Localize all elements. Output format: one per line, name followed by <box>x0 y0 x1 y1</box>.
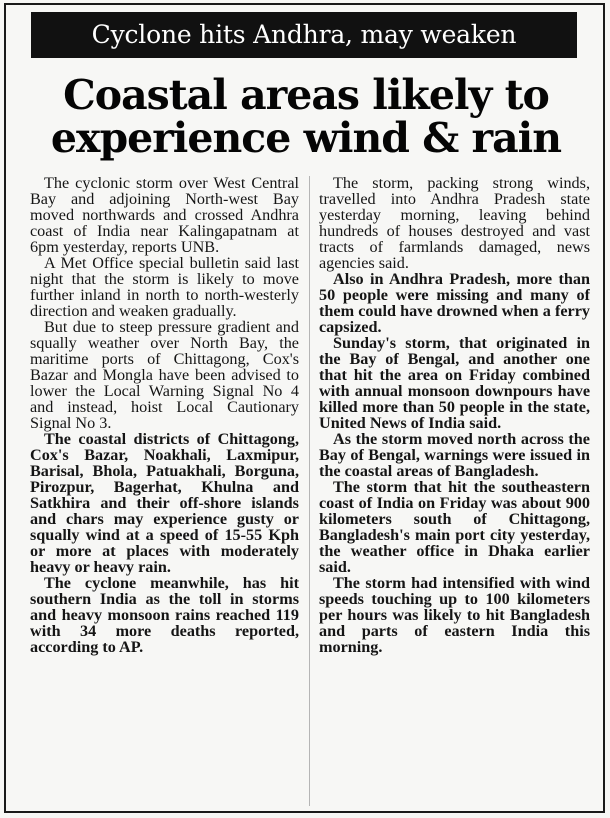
paragraph: But due to steep pressure gradient and squally weather over North Bay, the maritime ports of Chittagong, Cox's Bazar and Mongla have been advised to lower the Local Warning Signal No 4 and instead, hoist Local Cautionary Signal No 3. <box>30 318 299 432</box>
paragraph: The storm that hit the southeastern coast of India on Friday was about 900 kilometers south of Chittagong, Bangladesh's main port city yesterday, the weather office in Dhaka earlier said. <box>319 478 590 576</box>
column-divider <box>309 176 310 806</box>
headline-line-2: experience wind & rain <box>50 114 562 162</box>
paragraph: Sunday's storm, that originated in the Bay of Bengal, and another one that hit the area on Friday combined with annual monsoon downpours have killed more than 50 people in the state, United News of India said. <box>319 334 590 432</box>
right-column <box>319 175 590 810</box>
headline <box>18 71 594 162</box>
paragraph: The coastal districts of Chittagong, Cox's Bazar, Noakhali, Laxmipur, Barisal, Bhola, Patuakhali, Borguna, Pirozpur, Bagerhat, Khulna and Satkhira and their off-shore islands and chars may experience gusty or squally wind at a speed of 15-55 Kph or more at places with moderately heavy or heavy rain. <box>30 430 299 576</box>
kicker-banner: Cyclone hits Andhra, may weaken <box>31 12 577 58</box>
paragraph: A Met Office special bulletin said last night that the storm is likely to move further inland in north to north-westerly direction and weaken gradually. <box>30 254 299 320</box>
paragraph: The cyclonic storm over West Central Bay and adjoining North-west Bay moved northwards and crossed Andhra coast of India near Kalingapatnam at 6pm yesterday, reports UNB. <box>30 175 299 256</box>
left-column <box>30 175 299 810</box>
paragraph: The storm, packing strong winds, travelled into Andhra Pradesh state yesterday morning, leaving behind hundreds of houses destroyed and vast tracts of farmlands damaged, news agencies said. <box>319 175 590 272</box>
paragraph: The cyclone meanwhile, has hit southern India as the toll in storms and heavy monsoon rains reached 119 with 34 more deaths reported, according to AP. <box>30 574 299 656</box>
paragraph: As the storm moved north across the Bay of Bengal, warnings were issued in the coastal areas of Bangladesh. <box>319 430 590 480</box>
paragraph: Also in Andhra Pradesh, more than 50 people were missing and many of them could have drowned when a ferry capsized. <box>319 270 590 336</box>
headline-line-1: Coastal areas likely to <box>63 71 549 119</box>
paragraph: The storm had intensified with wind speeds touching up to 100 kilometers per hours was likely to hit Bangladesh and parts of eastern India this morning. <box>319 574 590 656</box>
